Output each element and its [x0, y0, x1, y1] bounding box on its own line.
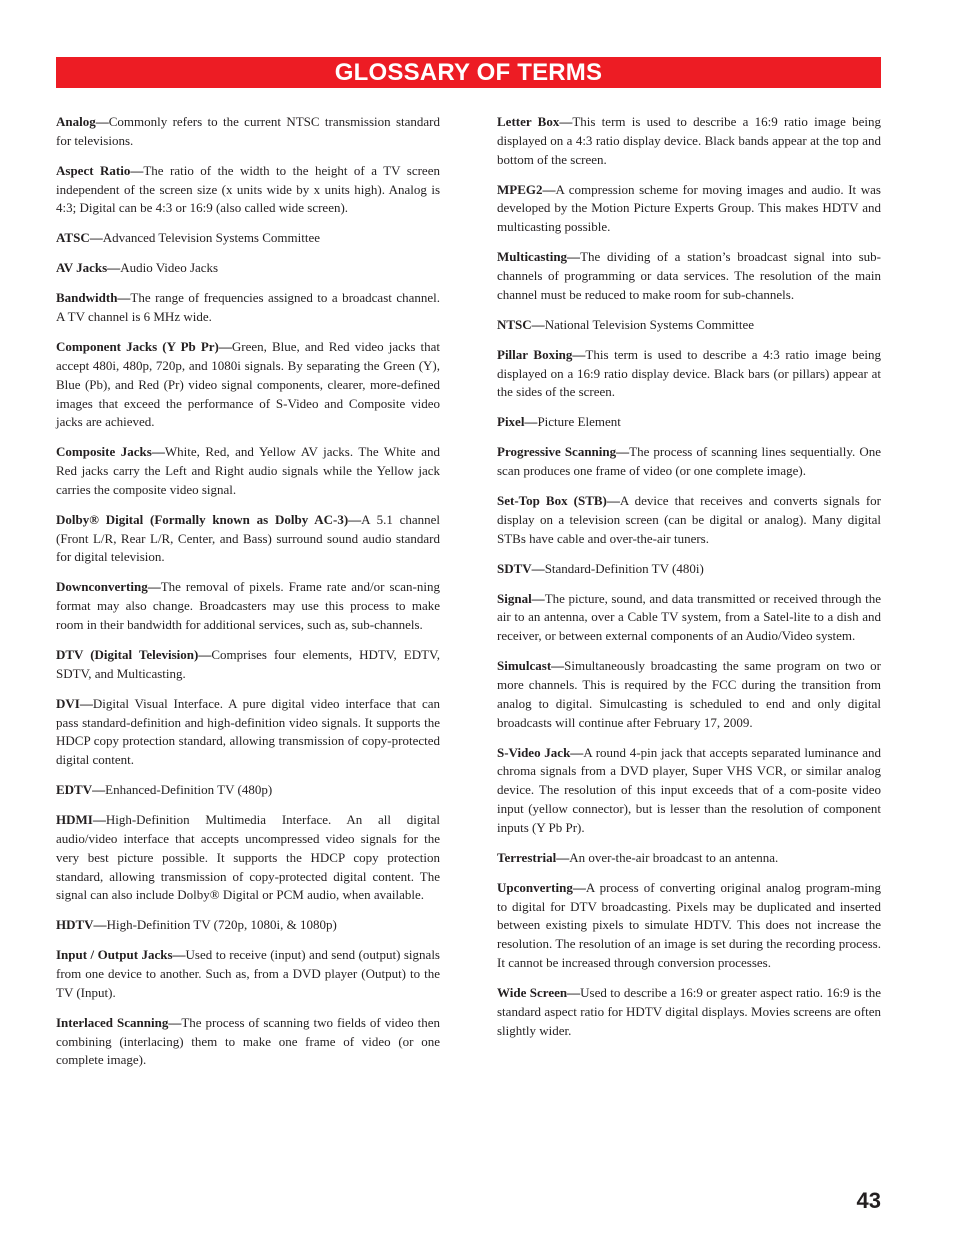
glossary-term: Dolby® Digital (Formally known as Dolby AC-3)— — [56, 511, 362, 527]
glossary-entry — [56, 946, 440, 1002]
glossary-term: Composite Jacks— — [56, 444, 165, 460]
glossary-term: Downconverting— — [56, 579, 161, 595]
glossary-definition: The process of scanning lines sequentially. One scan produces one frame of video (or one complete image). — [497, 444, 881, 479]
glossary-definition: This term is used to describe a 4:3 ratio image being displayed on a 16:9 ratio display device. Black bars (or pillars) appear at the sides of the screen. — [497, 346, 881, 400]
glossary-definition: Standard-Definition TV (480i) — [544, 560, 704, 576]
glossary-entry — [497, 560, 881, 579]
glossary-term: Pillar Boxing— — [497, 346, 586, 362]
glossary-definition: The process of scanning two fields of video then combining (interlacing) them to make one frame of video (or one complete image). — [56, 1014, 441, 1068]
glossary-column-right — [497, 113, 881, 1051]
glossary-entry — [497, 346, 881, 402]
glossary-definition: The range of frequencies assigned to a broadcast channel. A TV channel is 6 MHz wide. — [56, 290, 440, 325]
page-number: 43 — [856, 1188, 881, 1213]
glossary-definition: Commonly refers to the current NTSC transmission standard for televisions. — [56, 114, 440, 148]
glossary-entry — [56, 162, 440, 218]
glossary-term: Signal— — [497, 590, 545, 606]
glossary-term: Interlaced Scanning— — [56, 1014, 182, 1030]
glossary-entry — [56, 1014, 440, 1070]
glossary-definition: Picture Element — [537, 414, 621, 430]
glossary-term: NTSC— — [497, 316, 545, 332]
glossary-term: SDTV— — [497, 560, 545, 576]
glossary-term: DVI— — [56, 695, 93, 711]
glossary-entry — [497, 849, 881, 868]
glossary-term: DTV (Digital Television)— — [56, 647, 212, 663]
title-bar — [56, 57, 881, 88]
glossary-definition: The removal of pixels. Frame rate and/or scan-ning format may also change. Broadcasters may use this process to make room in their bandwidth for additional services, such as, sub-channels. — [56, 579, 440, 633]
glossary-definition: High-Definition TV (720p, 1080i, & 1080p) — [106, 917, 337, 933]
glossary-definition: A process of converting original analog program-ming to digital for DTV broadcasting. Pixels may be duplicated and inserted between existing pixels to simulate HDTV. This does not increase the resolution. The resolution of an image is set during the recording process. It cannot be increased through conversion processes. — [497, 879, 881, 970]
glossary-entry — [56, 511, 440, 567]
glossary-definition: Used to describe a 16:9 or greater aspect ratio. 16:9 is the standard aspect ratio for HDTV digital displays. Movies screens are often slightly wider. — [497, 984, 881, 1038]
glossary-entry — [497, 181, 881, 237]
glossary-entry — [56, 259, 440, 278]
glossary-entry — [497, 879, 881, 973]
glossary-definition: A round 4-pin jack that accepts separated luminance and chroma signals from a DVD player, Super VHS VCR, or similar analog device. The resolution of this input exceeds that of a com-posite video input (yellow connector), but is lesser than the resolution of component inputs (Y Pb Pr). — [497, 744, 881, 835]
glossary-definition: Advanced Television Systems Committee — [102, 230, 321, 246]
glossary-definition: Digital Visual Interface. A pure digital video interface that can pass standard-definition and high-definition video signals. It supports the HDCP copy protection standard, allowing transmission of copy-protected digital content. — [56, 695, 440, 768]
page-title: GLOSSARY OF TERMS — [334, 59, 603, 86]
glossary-term: Analog— — [56, 114, 109, 129]
glossary-entry — [56, 289, 440, 327]
glossary-definition: Used to receive (input) and send (output) signals from one device to another. Such as, from a DVD player (Output) to the TV (Input). — [56, 947, 440, 1000]
glossary-definition: High-Definition Multimedia Interface. An all digital audio/video interface that accepts uncompressed video signals for the very best picture possible. It supports the HDCP copy protection standard, allowing transmission of copy-protected digital content. The signal can also include Dolby® Digital or PCM audio, when available. — [56, 812, 440, 903]
glossary-definition: A device that receives and converts signals for display on a television screen (can be digital or analog). Many digital STBs have cable and over-the-air tuners. — [497, 493, 881, 546]
glossary-entry — [56, 443, 440, 499]
glossary-term: Letter Box— — [497, 114, 573, 129]
glossary-definition: The ratio of the width to the height of a TV screen independent of the screen size (x units wide by x units high). Analog is 4:3; Digital can be 4:3 or 16:9 (also called wide screen). — [56, 162, 440, 216]
glossary-entry — [56, 229, 440, 248]
glossary-column-left — [56, 113, 440, 1081]
glossary-term: Multicasting— — [497, 249, 581, 265]
glossary-term: AV Jacks— — [56, 260, 121, 276]
glossary-term: ATSC— — [56, 230, 103, 246]
glossary-entry — [56, 916, 440, 935]
glossary-definition: A compression scheme for moving images and audio. It was developed by the Motion Picture Experts Group. This makes HDTV and multicasting possible. — [497, 181, 881, 235]
glossary-term: Component Jacks (Y Pb Pr)— — [56, 339, 232, 355]
glossary-entry — [56, 113, 440, 151]
glossary-term: Wide Screen— — [497, 984, 581, 1000]
glossary-definition: White, Red, and Yellow AV jacks. The White and Red jacks carry the Left and Right audio signals while the Yellow jack carries the composite video signal. — [56, 444, 440, 497]
glossary-definition: National Television Systems Committee — [544, 316, 755, 332]
glossary-definition: The picture, sound, and data transmitted or received through the air to an antenna, over a Cable TV system, from a Satel-lite to a dish and receiver, or between external components of an Audio/Video system. — [497, 590, 881, 644]
glossary-entry — [497, 657, 881, 732]
glossary-term: Progressive Scanning— — [497, 444, 630, 460]
glossary-entry — [497, 744, 881, 838]
glossary-term: MPEG2— — [497, 181, 556, 197]
glossary-entry — [56, 695, 440, 770]
glossary-entry — [56, 338, 440, 432]
glossary-entry — [56, 781, 440, 800]
glossary-entry — [497, 413, 881, 432]
glossary-entry — [56, 811, 440, 905]
glossary-term: Bandwidth— — [56, 290, 131, 306]
glossary-entry — [497, 316, 881, 335]
glossary-definition: The dividing of a station’s broadcast signal into sub-channels of programming or data services. The resolution of the main channel must be reduced to make room for sub-channels. — [497, 249, 881, 302]
glossary-definition: Simultaneously broadcasting the same program on two or more channels. This is required by the FCC during the transition from analog to digital. Simulcasting is scheduled to end and only digital broadcasts will continue after February 17, 2009. — [497, 658, 881, 730]
glossary-term: Pixel— — [497, 414, 538, 430]
glossary-term: Set-Top Box (STB)— — [497, 493, 620, 509]
glossary-entry — [497, 984, 881, 1040]
glossary-term: Terrestrial— — [497, 849, 570, 865]
glossary-term: HDTV— — [56, 917, 107, 933]
glossary-definition: Audio Video Jacks — [120, 260, 219, 276]
glossary-term: EDTV— — [56, 782, 106, 798]
glossary-definition: Comprises four elements, HDTV, EDTV, SDTV, and Multicasting. — [56, 647, 440, 681]
glossary-definition: Enhanced-Definition TV (480p) — [105, 782, 273, 798]
glossary-definition: This term is used to describe a 16:9 ratio image being displayed on a 4:3 ratio display device. Black bands appear at the top and bottom of the screen. — [497, 114, 881, 167]
glossary-term: Aspect Ratio— — [56, 162, 144, 178]
glossary-entry — [497, 248, 881, 304]
glossary-definition: Green, Blue, and Red video jacks that accept 480i, 480p, 720p, and 1080i signals. By separating the Green (Y), Blue (Pb), and Red (Pr) video signal components, clearer, more-defined images that exceed the performance of S-Video and Composite video jacks are achieved. — [56, 339, 441, 430]
glossary-entry — [56, 646, 440, 684]
glossary-term: S-Video Jack— — [497, 744, 584, 760]
glossary-entry — [497, 492, 881, 548]
glossary-term: Simulcast— — [497, 658, 565, 674]
glossary-entry — [497, 443, 881, 481]
glossary-definition: An over-the-air broadcast to an antenna. — [569, 849, 779, 865]
glossary-term: HDMI— — [56, 812, 106, 828]
glossary-term: Upconverting— — [497, 879, 586, 895]
glossary-entry — [497, 590, 881, 646]
glossary-term: Input / Output Jacks— — [56, 947, 186, 963]
glossary-definition: A 5.1 channel (Front L/R, Rear L/R, Center, and Bass) surround sound audio standard for digital television. — [56, 511, 441, 565]
glossary-entry — [56, 578, 440, 634]
glossary-entry — [497, 113, 881, 169]
